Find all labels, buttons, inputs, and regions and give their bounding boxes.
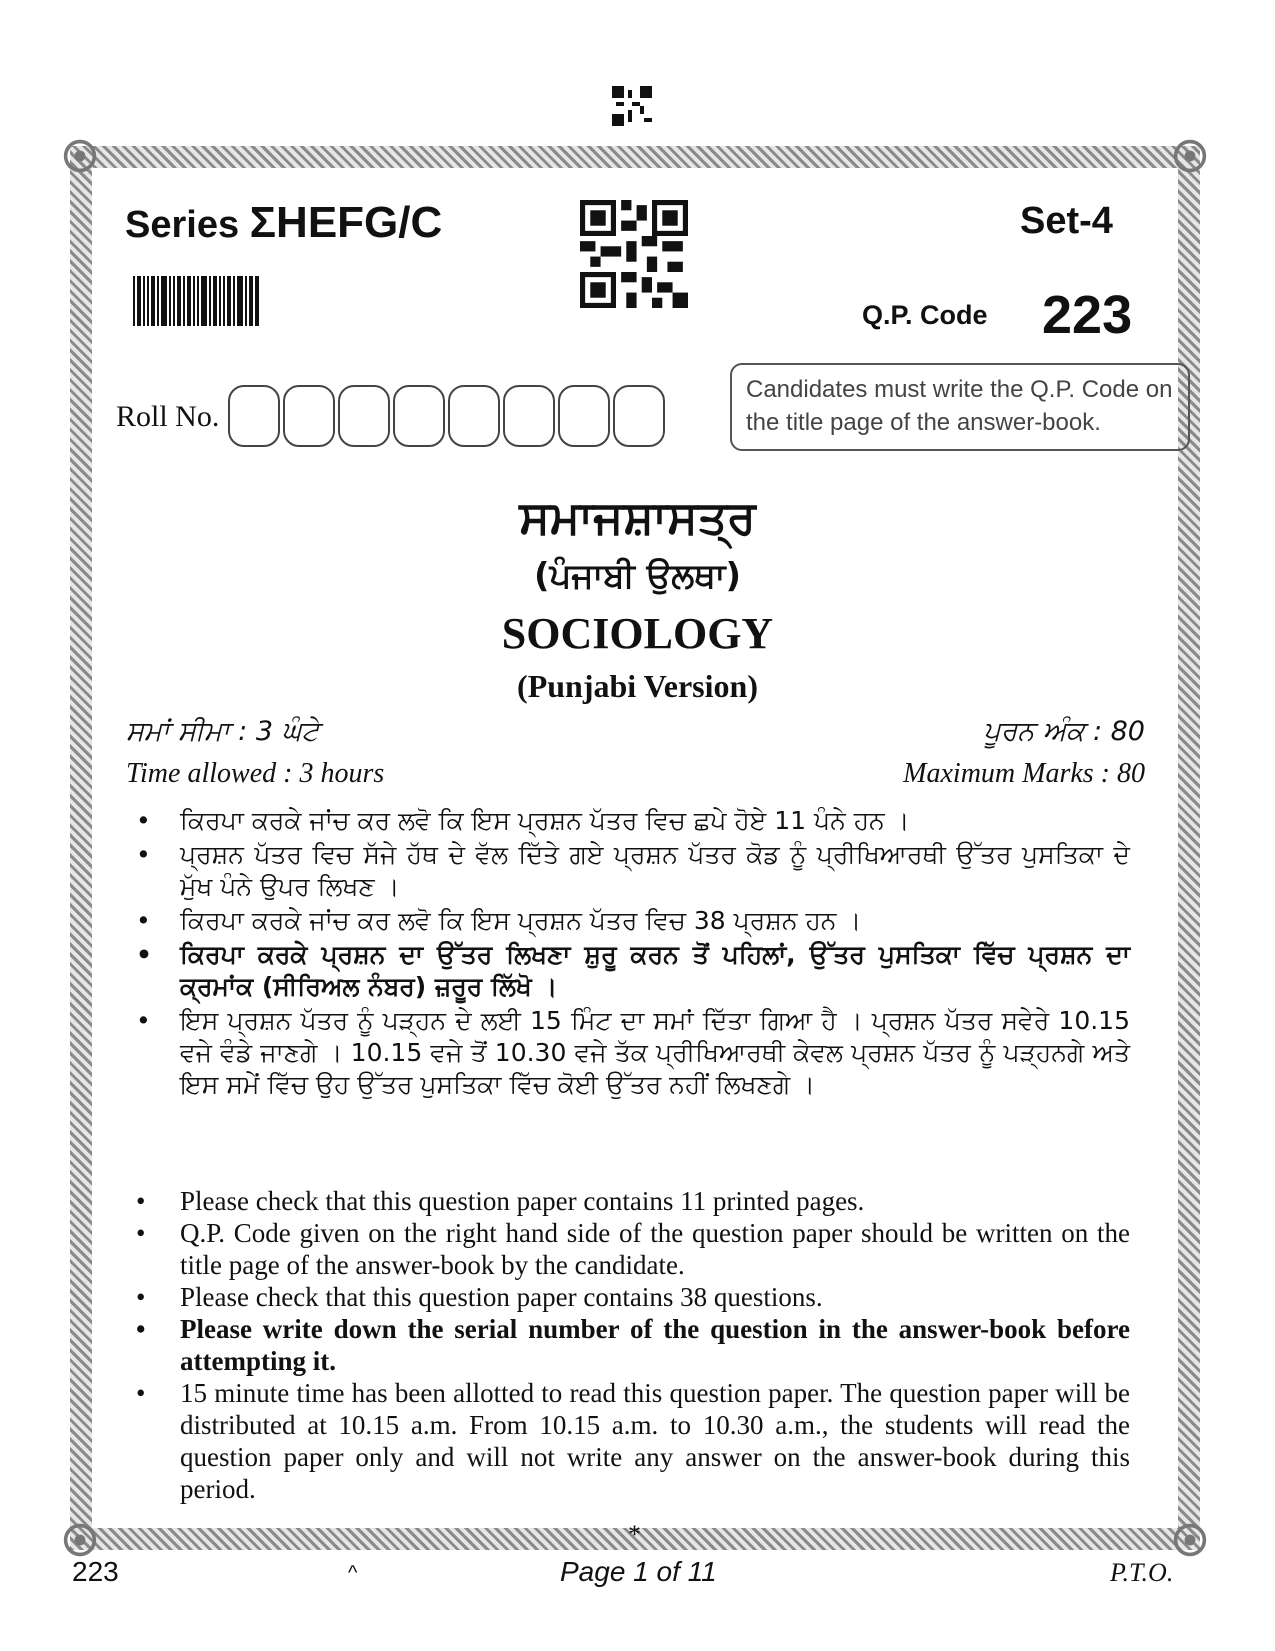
time-allowed-punjabi: ਸਮਾਂ ਸੀਮਾ : 3 ਘੰਟੇ bbox=[126, 716, 319, 747]
barcode-icon bbox=[133, 276, 259, 326]
page-number: Page 1 of 11 bbox=[560, 1556, 717, 1587]
roll-number-label: Roll No. bbox=[116, 400, 220, 433]
series-line bbox=[125, 198, 442, 248]
instruction-item: • Please write down the serial number of the question in the answer-book before attempting it. bbox=[130, 1313, 1130, 1377]
max-marks-punjabi: ਪੂਰਨ ਅੰਕ : 80 bbox=[983, 716, 1145, 747]
qp-code-label: Q.P. Code bbox=[862, 300, 988, 330]
instructions-punjabi bbox=[130, 805, 1130, 1103]
version-punjabi: (ਪੰਜਾਬੀ ਉਲਥਾ) bbox=[533, 556, 742, 596]
qp-code-note: Candidates must write the Q.P. Code on the title page of the answer-book. bbox=[730, 363, 1190, 451]
instruction-item: • ਕਿਰਪਾ ਕਰਕੇ ਜਾਂਚ ਕਰ ਲਵੋ ਕਿ ਇਸ ਪ੍ਰਸ਼ਨ ਪੱਤਰ ਵਿਚ 38 ਪ੍ਰਸ਼ਨ ਹਨ । bbox=[130, 905, 1130, 937]
max-marks-english: Maximum Marks : 80 bbox=[903, 758, 1145, 789]
top-qr-code-icon bbox=[612, 86, 652, 126]
roll-number-box[interactable] bbox=[228, 385, 280, 447]
time-allowed-english: Time allowed : 3 hours bbox=[126, 758, 385, 789]
roll-number-box[interactable] bbox=[393, 385, 445, 447]
roll-number-box[interactable] bbox=[558, 385, 610, 447]
instruction-item: • Please check that this question paper contains 11 printed pages. bbox=[130, 1185, 1130, 1217]
roll-number-box[interactable] bbox=[283, 385, 335, 447]
subject-title-punjabi: ਸਮਾਜਸ਼ਾਸਤ੍ਰ bbox=[519, 490, 756, 544]
roll-number-box[interactable] bbox=[613, 385, 665, 447]
instruction-item: • ਪ੍ਰਸ਼ਨ ਪੱਤਰ ਵਿਚ ਸੱਜੇ ਹੱਥ ਦੇ ਵੱਲ ਦਿੱਤੇ ਗਏ ਪ੍ਰਸ਼ਨ ਪੱਤਰ ਕੋਡ ਨੂੰ ਪ੍ਰੀਖਿਆਰਥੀ ਉੱਤਰ ਪੁਸਤਿਕਾ ਦੇ ਮੁੱਖ ਪੰਨੇ ਉਪਰ ਲਿਖਣ । bbox=[130, 839, 1130, 903]
footer-qp-code: 223 bbox=[72, 1556, 119, 1587]
footer-caret: ^ bbox=[348, 1562, 358, 1584]
instruction-item: • ਇਸ ਪ੍ਰਸ਼ਨ ਪੱਤਰ ਨੂੰ ਪੜ੍ਹਨ ਦੇ ਲਈ 15 ਮਿੰਟ ਦਾ ਸਮਾਂ ਦਿੱਤਾ ਗਿਆ ਹੈ । ਪ੍ਰਸ਼ਨ ਪੱਤਰ ਸਵੇਰੇ 10.15 ਵਜੇ ਵੰਡੇ ਜਾਣਗੇ । 10.15 ਵਜੇ ਤੋਂ 10.30 ਵਜੇ ਤੱਕ ਪ੍ਰੀਖਿਆਰਥੀ ਕੇਵਲ ਪ੍ਰਸ਼ਨ ਪੱਤਰ ਨੂੰ ਪੜ੍ਹਨਗੇ ਅਤੇ ਇਸ ਸਮੇਂ ਵਿੱਚ ਉਹ ਉੱਤਰ ਪੁਸਤਿਕਾ ਵਿੱਚ ਕੋਈ ਉੱਤਰ ਨਹੀਂ ਲਿਖਣਗੇ । bbox=[130, 1005, 1130, 1101]
instruction-item: • Q.P. Code given on the right hand side of the question paper should be written on the title page of the answer-book by the candidate. bbox=[130, 1217, 1130, 1281]
ornament-icon bbox=[1172, 138, 1208, 174]
series-code: ΣHEFG/C bbox=[249, 198, 443, 247]
qr-code-icon bbox=[580, 200, 688, 308]
roll-number-box[interactable] bbox=[448, 385, 500, 447]
instruction-item: • Please check that this question paper contains 38 questions. bbox=[130, 1281, 1130, 1313]
series-label: Series bbox=[125, 204, 240, 246]
roll-number-box[interactable] bbox=[338, 385, 390, 447]
version-english: (Punjabi Version) bbox=[517, 668, 758, 704]
ornament-icon bbox=[62, 138, 98, 174]
set-number: Set-4 bbox=[1020, 200, 1113, 242]
star-mark: * bbox=[628, 1520, 641, 1549]
instructions-english bbox=[130, 1185, 1130, 1505]
roll-number-boxes bbox=[228, 385, 668, 447]
instruction-item: • 15 minute time has been allotted to read this question paper. The question paper will be distributed at 10.15 a.m. From 10.15 a.m. to 10.30 a.m., the students will read the question paper only and will not write any answer on the answer-book during this period. bbox=[130, 1377, 1130, 1505]
instruction-item: • ਕਿਰਪਾ ਕਰਕੇ ਜਾਂਚ ਕਰ ਲਵੋ ਕਿ ਇਸ ਪ੍ਰਸ਼ਨ ਪੱਤਰ ਵਿਚ ਛਪੇ ਹੋਏ 11 ਪੰਨੇ ਹਨ । bbox=[130, 805, 1130, 837]
qp-code-value: 223 bbox=[1042, 285, 1133, 345]
pto-label: P.T.O. bbox=[1110, 1558, 1174, 1587]
ornament-icon bbox=[62, 1522, 98, 1558]
instruction-item: • ਕਿਰਪਾ ਕਰਕੇ ਪ੍ਰਸ਼ਨ ਦਾ ਉੱਤਰ ਲਿਖਣਾ ਸ਼ੁਰੂ ਕਰਨ ਤੋਂ ਪਹਿਲਾਂ, ਉੱਤਰ ਪੁਸਤਿਕਾ ਵਿੱਚ ਪ੍ਰਸ਼ਨ ਦਾ ਕ੍ਰਮਾਂਕ (ਸੀਰਿਅਲ ਨੰਬਰ) ਜ਼ਰੂਰ ਲਿੱਖੋ । bbox=[130, 939, 1130, 1003]
ornament-icon bbox=[1172, 1522, 1208, 1558]
subject-title-english: SOCIOLOGY bbox=[501, 609, 774, 658]
roll-number-box[interactable] bbox=[503, 385, 555, 447]
